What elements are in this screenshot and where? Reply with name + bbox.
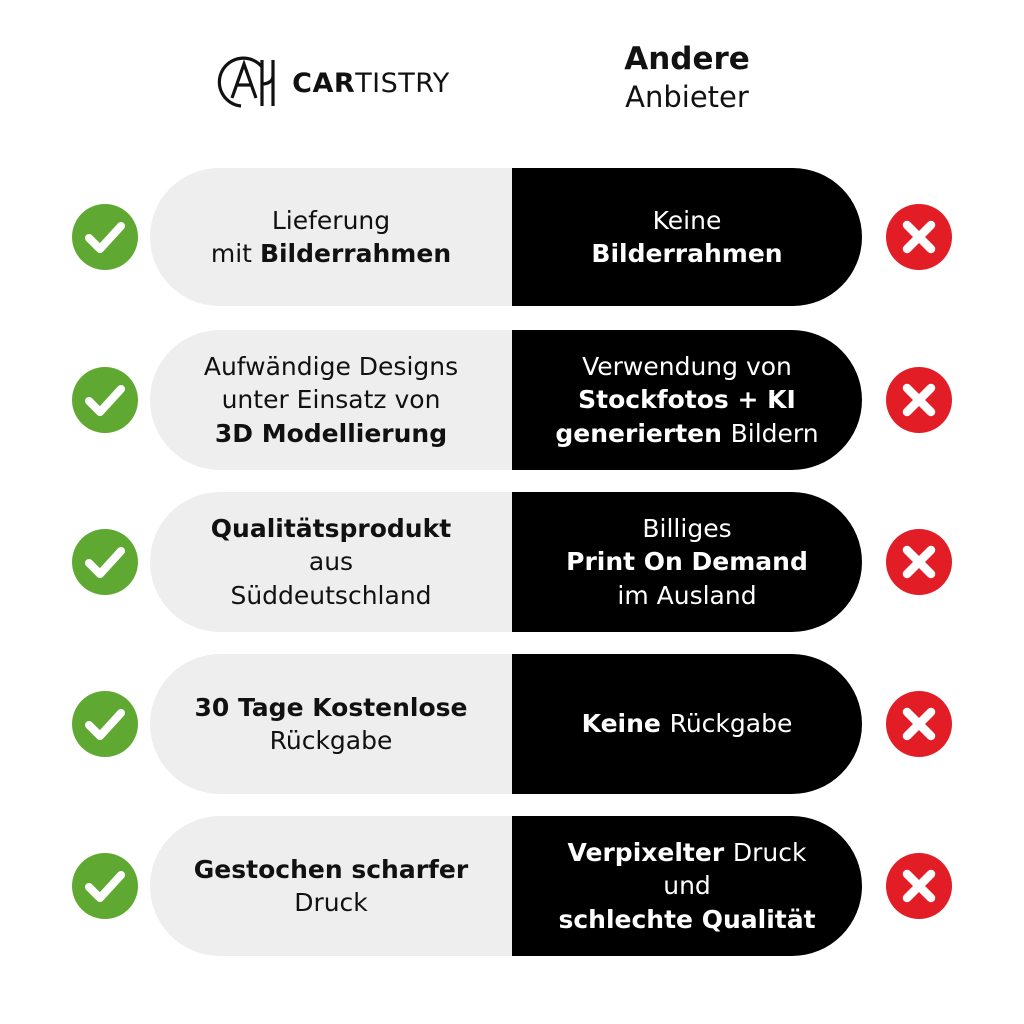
pill-line-part: Keine bbox=[652, 205, 722, 235]
competitor-drawback-pill bbox=[512, 330, 862, 470]
pill-line bbox=[555, 383, 818, 416]
header bbox=[0, 40, 1024, 140]
pill-line-part: Aufwändige Designs bbox=[203, 352, 459, 382]
brand-wordmark bbox=[292, 68, 450, 99]
pill-line bbox=[566, 579, 808, 612]
cartistry-benefit-pill bbox=[150, 654, 512, 794]
cross-circle-icon bbox=[886, 853, 952, 919]
competitor-drawback-text bbox=[552, 512, 822, 612]
comparison-row bbox=[0, 816, 1024, 956]
competitor-drawback-pill bbox=[512, 168, 862, 306]
cartistry-benefit-text bbox=[180, 853, 482, 920]
pill-line bbox=[558, 836, 815, 869]
comparison-row bbox=[0, 654, 1024, 794]
pill-line bbox=[211, 545, 451, 578]
pill-line-part: unter Einsatz von bbox=[221, 385, 441, 415]
pill-line-part: im Ausland bbox=[617, 580, 757, 610]
competitor-drawback-pill bbox=[512, 816, 862, 956]
cartistry-benefit-pill bbox=[150, 816, 512, 956]
pill-line bbox=[211, 237, 451, 270]
cartistry-benefit-text bbox=[197, 204, 465, 271]
pill-line bbox=[555, 350, 818, 383]
pill-line-part: Billiges bbox=[642, 514, 732, 544]
cartistry-benefit-text bbox=[180, 691, 481, 758]
pill-line bbox=[194, 853, 468, 886]
cross-circle-icon bbox=[886, 529, 952, 595]
pill-line bbox=[566, 512, 808, 545]
check-circle-icon bbox=[72, 691, 138, 757]
competitor-subtitle: Anbieter bbox=[625, 79, 749, 114]
competitor-column-heading bbox=[512, 40, 862, 115]
comparison-row bbox=[0, 330, 1024, 470]
pill-line bbox=[558, 903, 815, 936]
comparison-row bbox=[0, 168, 1024, 306]
brand-wordmark-light: TISTRY bbox=[355, 67, 450, 99]
pill-line bbox=[591, 204, 782, 237]
competitor-drawback-text bbox=[577, 204, 796, 271]
pill-line-part: Bilderrahmen bbox=[591, 239, 783, 268]
competitor-drawback-text bbox=[568, 707, 807, 740]
pill-line bbox=[566, 545, 808, 578]
pill-line bbox=[204, 350, 458, 383]
cartistry-monogram-logo-icon bbox=[210, 54, 280, 112]
competitor-title: Andere bbox=[624, 41, 750, 77]
pill-line bbox=[204, 383, 458, 416]
pill-line-part: aus bbox=[308, 547, 354, 577]
pill-line bbox=[582, 707, 793, 740]
pill-line-part: Stockfotos + KI bbox=[578, 385, 796, 415]
pill-line bbox=[211, 512, 451, 545]
pill-line-part: Süddeutschland bbox=[230, 580, 432, 610]
pill-line-part: Rückgabe bbox=[669, 709, 793, 739]
cross-circle-icon bbox=[886, 691, 952, 757]
cartistry-benefit-pill bbox=[150, 330, 512, 470]
pill-line-part: und bbox=[663, 871, 711, 901]
pill-line-part: 3D Modellierung bbox=[214, 418, 448, 448]
competitor-drawback-text bbox=[544, 836, 829, 936]
pill-line-part: mit bbox=[210, 239, 260, 268]
pill-line bbox=[194, 886, 468, 919]
check-circle-icon bbox=[72, 529, 138, 595]
pill-line-part: Lieferung bbox=[271, 205, 391, 235]
brand-wordmark-strong: CAR bbox=[292, 67, 356, 99]
pill-line-part: generierten bbox=[555, 418, 731, 448]
pill-line-part: Gestochen scharfer bbox=[193, 854, 469, 884]
pill-line-part: Rückgabe bbox=[269, 726, 393, 755]
check-circle-icon bbox=[72, 367, 138, 433]
competitor-drawback-text bbox=[541, 350, 832, 450]
pill-line-part: 30 Tage Kostenlose bbox=[194, 692, 468, 722]
pill-line-part: Verwendung von bbox=[582, 352, 792, 382]
pill-line-part: Print On Demand bbox=[566, 547, 808, 577]
pill-line-part: Druck bbox=[732, 838, 807, 868]
cartistry-benefit-pill bbox=[150, 492, 512, 632]
pill-line bbox=[194, 724, 467, 757]
pill-line-part: Druck bbox=[294, 888, 368, 917]
competitor-drawback-pill bbox=[512, 492, 862, 632]
pill-line bbox=[558, 869, 815, 902]
pill-line bbox=[591, 237, 782, 270]
pill-line-part: Verpixelter bbox=[567, 838, 733, 868]
pill-line bbox=[194, 691, 467, 724]
cartistry-benefit-text bbox=[197, 512, 465, 612]
pill-line bbox=[211, 579, 451, 612]
cross-circle-icon bbox=[886, 204, 952, 270]
pill-line bbox=[211, 204, 451, 237]
pill-line-part: Bilderrahmen bbox=[259, 239, 452, 268]
check-circle-icon bbox=[72, 204, 138, 270]
cross-circle-icon bbox=[886, 367, 952, 433]
pill-line-part: Keine bbox=[581, 709, 670, 739]
pill-line-part: Bildern bbox=[730, 418, 819, 448]
brand-column bbox=[150, 54, 510, 112]
competitor-drawback-pill bbox=[512, 654, 862, 794]
cartistry-benefit-pill bbox=[150, 168, 512, 306]
pill-line bbox=[204, 417, 458, 450]
pill-line bbox=[555, 417, 818, 450]
check-circle-icon bbox=[72, 853, 138, 919]
cartistry-benefit-text bbox=[190, 350, 472, 450]
pill-line-part: Qualitätsprodukt bbox=[210, 514, 452, 544]
pill-line-part: schlechte Qualität bbox=[558, 904, 816, 934]
comparison-row bbox=[0, 492, 1024, 632]
